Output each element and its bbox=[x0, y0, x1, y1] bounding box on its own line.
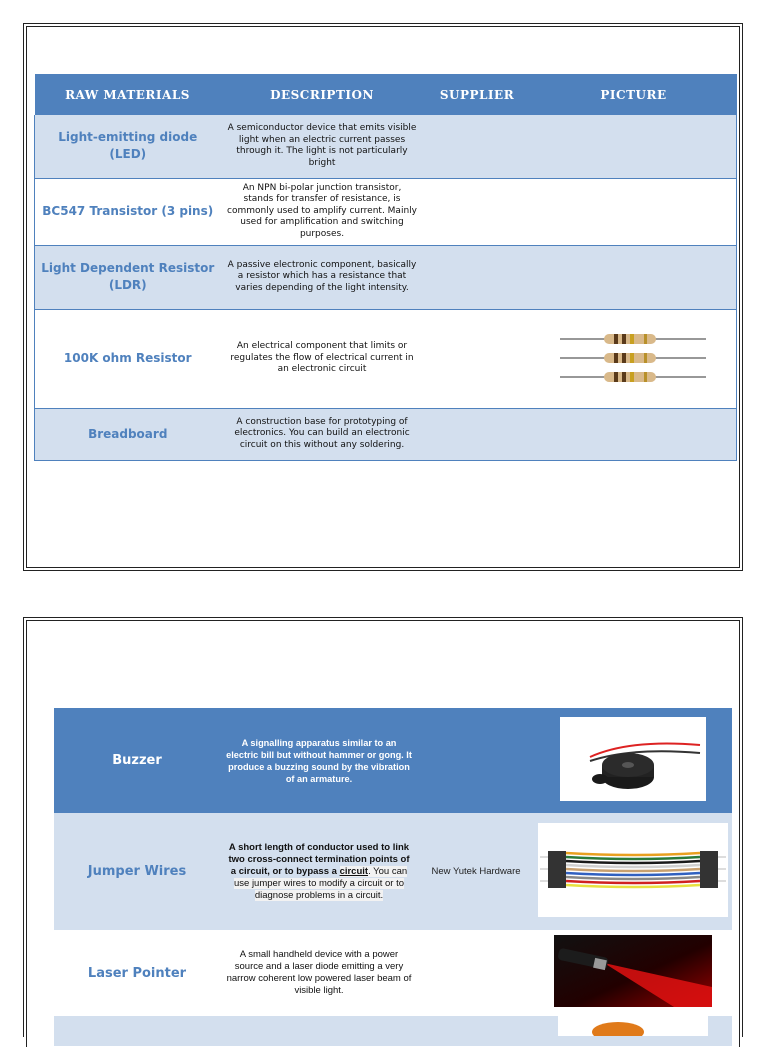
material-picture bbox=[531, 245, 737, 309]
laser-pointer-photo bbox=[554, 935, 712, 1007]
table-row bbox=[35, 408, 737, 460]
material-picture bbox=[534, 813, 732, 930]
table-row bbox=[54, 708, 732, 813]
material-picture bbox=[534, 708, 732, 813]
description-plain-text: . You can use jumper wires to modify a circuit or to diagnose problems in a circuit. bbox=[233, 865, 408, 901]
material-name: Buzzer bbox=[54, 708, 220, 813]
materials-table-continued bbox=[54, 708, 732, 1046]
material-description: A small handheld device with a power source and a laser diode emitting a very narrow coherent low powered laser beam of visible light. bbox=[220, 930, 418, 1016]
material-supplier bbox=[418, 708, 534, 813]
table-row bbox=[35, 115, 737, 178]
material-supplier bbox=[424, 408, 531, 460]
partial-photo bbox=[558, 1016, 708, 1036]
table-row bbox=[54, 813, 732, 930]
material-supplier bbox=[424, 245, 531, 309]
description-bold-text: A short length of conductor used to link two cross-connect termination points of a circuit, or to bypass a bbox=[228, 841, 410, 877]
table-row bbox=[54, 1016, 732, 1046]
material-description: An electrical component that limits or regulates the flow of electrical current in an electronic circuit bbox=[221, 309, 424, 408]
material-name: Light Dependent Resistor (LDR) bbox=[35, 245, 221, 309]
material-name: Breadboard bbox=[35, 408, 221, 460]
material-supplier bbox=[418, 930, 534, 1016]
raw-materials-table bbox=[34, 74, 737, 461]
material-picture bbox=[531, 309, 737, 408]
document-page-1 bbox=[23, 23, 743, 571]
table-row bbox=[35, 178, 737, 245]
material-name: Laser Pointer bbox=[54, 930, 220, 1016]
jumper-wires-photo bbox=[538, 823, 728, 917]
material-description: An NPN bi-polar junction transistor, stands for transfer of resistance, is commonly used to amplify current. Mainly used for amplification and switching purposes. bbox=[221, 178, 424, 245]
material-picture bbox=[534, 1016, 732, 1046]
table-row bbox=[54, 930, 732, 1016]
material-supplier bbox=[424, 115, 531, 178]
material-description bbox=[220, 813, 418, 930]
table-row bbox=[35, 245, 737, 309]
material-description: A passive electronic component, basically a resistor which has a resistance that varies depending of the light intensity. bbox=[221, 245, 424, 309]
resistors-photo bbox=[558, 327, 708, 387]
column-header-description: DESCRIPTION bbox=[221, 74, 424, 115]
material-name: 100K ohm Resistor bbox=[35, 309, 221, 408]
material-name: BC547 Transistor (3 pins) bbox=[35, 178, 221, 245]
material-supplier bbox=[424, 309, 531, 408]
material-picture bbox=[531, 178, 737, 245]
document-page-2 bbox=[23, 617, 743, 1037]
material-picture bbox=[531, 115, 737, 178]
material-supplier: New Yutek Hardware bbox=[418, 813, 534, 930]
material-description: A semiconductor device that emits visible light when an electric current passes through it. The light is not particularly bright bbox=[221, 115, 424, 178]
material-name: Jumper Wires bbox=[54, 813, 220, 930]
material-supplier bbox=[424, 178, 531, 245]
material-description: A signalling apparatus similar to an electric bill but without hammer or gong. It produce a buzzing sound by the vibration of an armature. bbox=[220, 708, 418, 813]
description-underlined-text: circuit bbox=[339, 865, 369, 877]
buzzer-photo bbox=[560, 717, 706, 801]
column-header-picture: PICTURE bbox=[531, 74, 737, 115]
material-picture bbox=[531, 408, 737, 460]
material-name: Light-emitting diode (LED) bbox=[35, 115, 221, 178]
table-row bbox=[35, 309, 737, 408]
material-description: A construction base for prototyping of electronics. You can build an electronic circuit on this without any soldering. bbox=[221, 408, 424, 460]
material-picture bbox=[534, 930, 732, 1016]
column-header-supplier: SUPPLIER bbox=[424, 74, 531, 115]
column-header-raw-materials: RAW MATERIALS bbox=[35, 74, 221, 115]
table-header-row bbox=[35, 74, 737, 115]
